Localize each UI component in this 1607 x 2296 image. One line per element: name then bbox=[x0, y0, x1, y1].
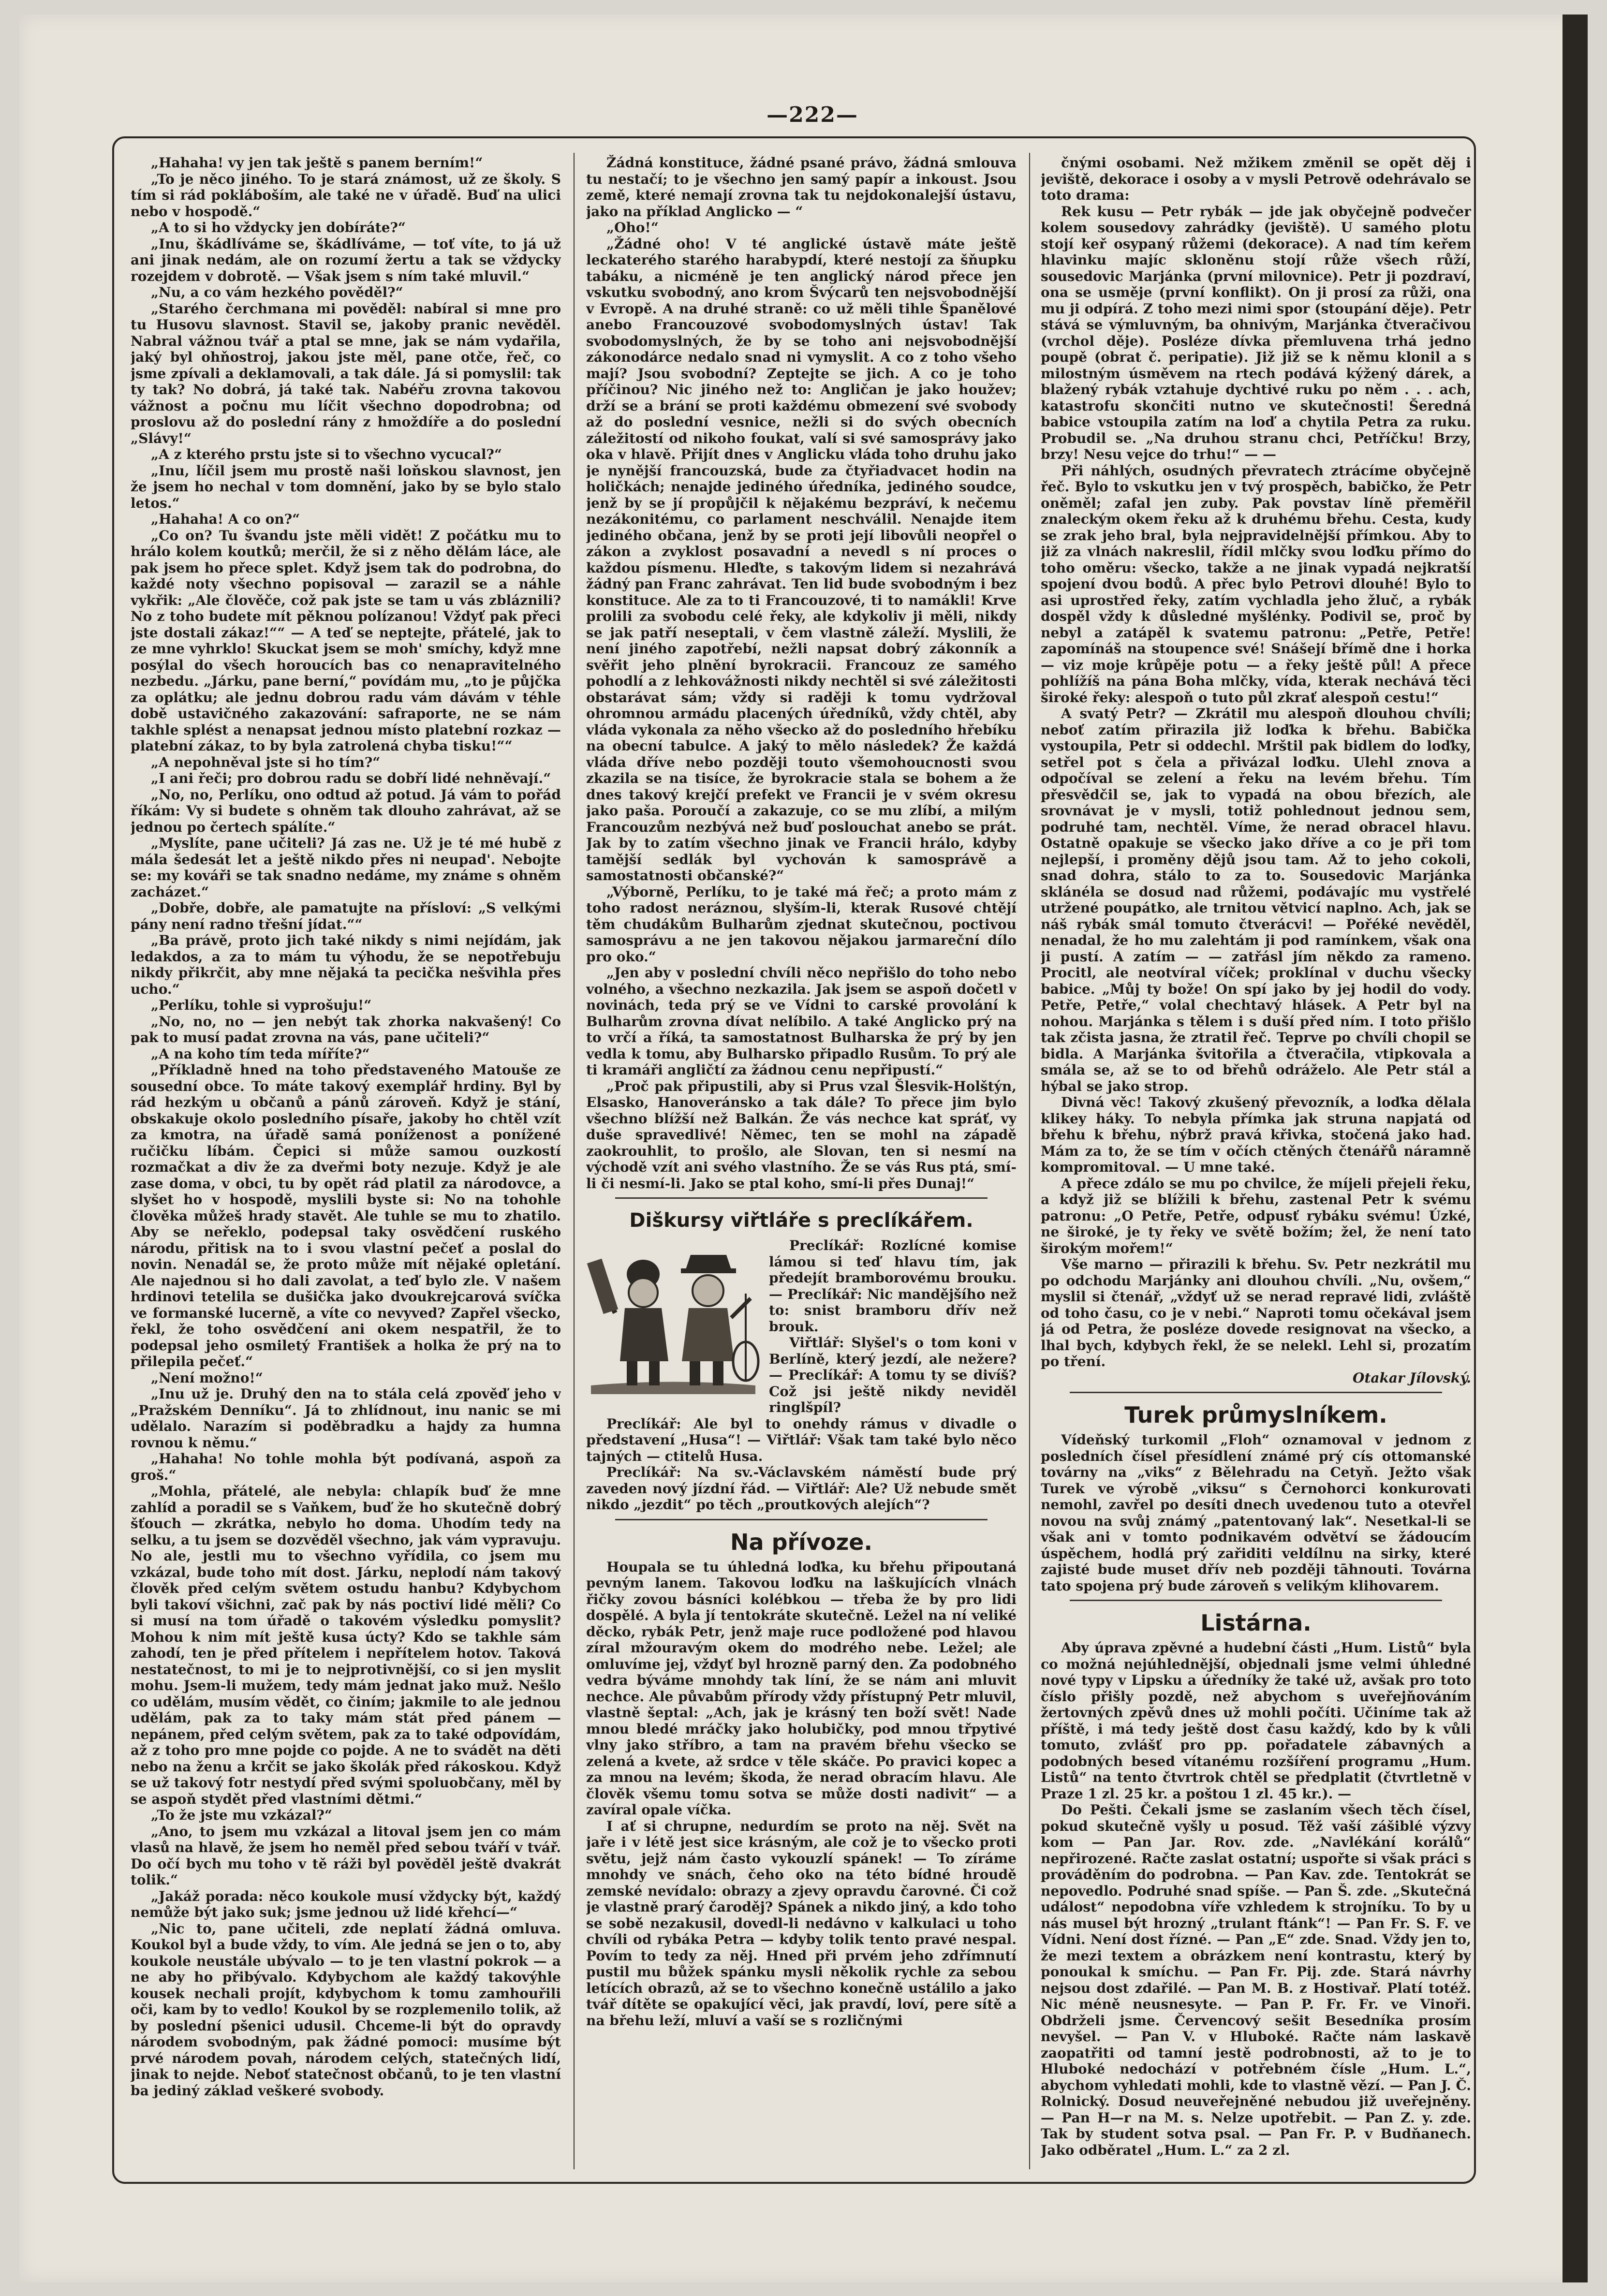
section-divider bbox=[1070, 1392, 1442, 1393]
story-paragraph: A přece zdálo se mu po chvilce, že míjeli přejeli řeku, a když již se blížili k břehu, zastenal Petr k svému patronu: „O Petře, Petře, odpusť rybáku svému! Úzké, ne široké, je ty řeky ve světě božím; žel, že není tato širokým mořem!“ bbox=[1041, 1175, 1471, 1256]
dialog-paragraph: Preclíkář: Na sv.-Václavském náměstí bude prý zaveden nový jízdní řád. — Viřtlář: Ale? Už nebude smět nikdo „jezdit“ po těch „proutkových alejích“? bbox=[586, 1464, 1017, 1513]
paragraph: „Perlíku, tohle si vyprošuju!“ bbox=[151, 997, 372, 1013]
column-2-text bbox=[586, 155, 1017, 1192]
paragraph: „Jen aby v poslední chvíli něco nepřišlo do toho nebo volného, a všechno nezkazila. Jak jsem se aspoň dočetl v novinách, teda prý se ve Vídni to carské provolání k Bulharům zrovna dívat nelíbilo. A také Anglicko prý na to vrčí a říká, ta samostatnost Bulharska že prý by jen vedla k tomu, aby Bulharsko připadlo Rusům. To prý ale ti kramáři angličtí za žádnou cenu nepřipustí.“ bbox=[586, 965, 1017, 1078]
dialog-paragraph: Preclíkář: Ale byl to onehdy rámus v divadle o představení „Husa“! — Viřtlář: Však tam také bylo něco tajných — ctitelů Husa. bbox=[586, 1415, 1017, 1464]
paragraph: „Nu, a co vám hezkého pověděl?“ bbox=[151, 284, 403, 300]
paragraph: „A na koho tím teda míříte?“ bbox=[151, 1045, 370, 1062]
column-rule-1 bbox=[574, 153, 575, 2169]
paragraph: „Proč pak připustili, aby si Prus vzal Šlesvik-Holštýn, Elsasko, Hanoveránsko a tak dále? To přece jim bylo všechno blížší než Balkán. Že vás nechce kat spráť, vy duše spravedlivé! Němec, ten se mohl na západě zaokrouhlit, to prošlo, ale Slovan, ten si nesmí na východě vzít ani svého vlastního. Že se vás Rus ptá, smí-li či nesmí-li. Jako se ptal koho, smí-li přes Dunaj!“ bbox=[586, 1078, 1017, 1192]
story-paragraph: Vše marno — přirazili k břehu. Sv. Petr nezkrátil mu po odchodu Marjánky ani dlouhou chvíli. „Nu, ovšem,“ myslil si čtenář, „vždyť už se nerad repravé lidi, zvláště od toho času, co je v nebi.“ Naproti tomu očekával jsem já od Petra, že posléze dovede resignovat na všecko, a lhal bych, kdybych řekl, že se nelekl. Lehl si, prozatím po tření. bbox=[1041, 1256, 1471, 1369]
paragraph: „Inu už je. Druhý den na to stála celá zpověď jeho v „Pražském Denníku“. Já to zhlídnout, inu nanic se mi udělalo. Narazím si poděbradku a hajdy za humna rovnou k němu.“ bbox=[131, 1386, 561, 1451]
section-divider bbox=[615, 1519, 988, 1520]
paragraph: „To je něco jiného. To je stará známost, už ze školy. S tím si rád pokláboším, ale také ne v úřadě. Buď na ulici nebo v hospodě.“ bbox=[131, 171, 561, 220]
paragraph: „Co on? Tu švandu jste měli vidět! Z počátku mu to hrálo kolem koutků; merčil, že si z něho dělám láce, ale pak jsem ho přece splet. Když jsem tak do podrobna, do každé noty všechno popisoval — zarazil se a náhle vykřik: „Ale člověče, což pak jste se tam u vás zbláznili? No z toho budete mít pěknou polízanou! Vždyť pak přeci jste dostali zákaz!““ — A teď se neptejte, přátelé, jak to ze mne vyhrklo! Skuckat jsem se moh' smíchy, když mne posýlal do všech horoucích bas co nenapravitelného nezbedu. „Járku, pane berní,“ povídám mu, „to je půjčka za oplátku; ale jednu dobrou radu vám dávám v téhle době ustavičného zakazování: safraporte, ne se nám takhle splést a nenapsat jednou místo platební rozkaz — platební zákaz, to by byla zatrolená chyba tisku!““ bbox=[131, 527, 561, 754]
column-3 bbox=[1041, 155, 1471, 2166]
paragraph: „A to si ho vždycky jen dobíráte?“ bbox=[151, 220, 406, 235]
column-1-text bbox=[131, 155, 561, 2099]
listarna-paragraph: Do Pešti. Čekali jsme se zaslaním všech těch čísel, pokud skutečně vyšly u posud. Těž vaší zášiblé výzvy kom — Pan Jar. Rov. zde. „Navlékání korálů“ nepřirozené. Račte zaslat ostatní; uspořte si však práci s prováděním do podrobna. — Pan Kav. zde. Tentokrát se nepovedlo. Podruhé snad spíše. — Pan Š. zde. „Skutečná událost“ nepodobna víře vzhledem k strojníku. To by u nás musel být hrozný „trulant ftánk“! — Pan Fr. S. F. ve Vídni. Není dost řízné. — Pan „E“ zde. Snad. Vždy jen to, že mezi textem a obrázkem není kontrastu, který by ponoukal k smíchu. — Pan Fr. Pij. zde. Stará návrhy nejsou dost zdařilé. — Pan M. B. z Hostivař. Platí totéž. Nic méně neusnesyte. — Pan P. Fr. Fr. ve Vinoři. Obdrželi jsme. Červencový sešit Besedníka prosím nevyšel. — Pan V. v Hluboké. Račte nám laskavě zaopatřiti od tamní jestě podrobnosti, až to je to Hluboké nedochází v potřebném čísle „Hum. L.“, abychom vyhledati mohli, kde to vlastně vězí. — Pan J. Č. Rolnický. Dosud neuveřejněné nebudou již uveřejněny. — Pan H—r na M. s. Nelze upotřebit. — Pan Z. y. zde. Tak by student sotva psal. — Pan Fr. P. v Budňanech. Jako odběratel „Hum. L.“ za 2 zl. bbox=[1041, 1802, 1471, 2158]
turk-heading: Turek průmyslníkem. bbox=[1124, 1402, 1387, 1428]
column-2 bbox=[586, 155, 1017, 2166]
dialog-paragraph: Viřtlář: Slyšel's o tom koni v Berlíně, který jezdí, ale nežere? — Preclíkář: A tomu ty se divíš? Což jsi ještě nikdy neviděl ringlšpíl? bbox=[769, 1335, 1017, 1415]
story-paragraph: Při náhlých, osudných převratech ztrácíme obyčejně řeč. Bylo to vskutku jen v tvý prospěch, babičko, že Petr oněměl; zafal jen zuby. Pak povstav líně přeměřil znaleckým okem řeku až k druhému břehu. Cesta, kudy se zrak jeho bral, byla nejpravidelnější přímkou. Aby to již za vlnách nakreslil, řídil mlčky svou loďku přímo do toho oměru: všecko, takže a ne jinak vypadá nejkratší spojení dvou bodů. A přec bylo Petrovi dlouhé! Bylo to asi uprostřed řeky, zatím vychladla jeho žluč, a rybák dospěl vždy k důsledné myšlénky. Podivil se, proč by nebyl a zatápěl k svatemu patronu: „Petře, Petře! zapomínáš na stoupence své! Snášejí břímě dne i horka — viz moje krůpěje potu — a řeky ještě půl! A přece pohlížíš na pána Boha mlčky, vída, kterak nechává těci široké řeky: alespoň o tuto půl zkrať alespoň cestu!“ bbox=[1041, 462, 1471, 706]
paragraph: „To že jste mu vzkázal?“ bbox=[151, 1807, 333, 1823]
paragraph: „Mohla, přátelé, ale nebyla: chlapík buď že mne zahlíd a poradil se s Vaňkem, buď že ho skutečně dobrý šťouch — zkrátka, nebylo ho doma. Uhodím tedy na selku, a tu jsem se dozvěděl všechno, jak vám vypravuju. No ale, jestli mu to všechno vyřídila, co jsem mu vzkázal, bude toho mít dost. Járku, neplodí nám takový člověk před celým světem ostudu hanbu? Kdybychom byli takoví všichni, zač pak by nás poctiví lidé měli? Co si musí na tom úřadě o takovém výsledku pomyslit? Mohou k nim mít ještě kusa úcty? Kdo se takhle sám zahodí, ten je před přítelem i nepřítelem hotov. Taková nestatečnost, to mi je to nejprotivnější, co si jen myslit mohu. Jsem-li mužem, tedy mám jednat jako muž. Nešlo co udělám, musím vědět, co činím; jakmile to ale jednou udělám, pak za to taky mám stát před pánem — nepánem, před celým světem, pak za to také odpovídám, až z toho pro mne pojde co pojde. A ne to svádět na děti nebo na ženu a krčit se jako školák před rákoskou. Když se už takový fotr nestydí před svými spoluobčany, měl by se aspoň stydět před vlastními dětmi.“ bbox=[131, 1483, 561, 1807]
page-binding-edge bbox=[1563, 15, 1588, 2282]
paragraph: „Hahaha! No tohle mohla být podívaná, aspoň za groš.“ bbox=[131, 1451, 561, 1483]
paragraph: „Myslíte, pane učiteli? Já zas ne. Už je té mé hubě z mála šedesát let a ještě nikdo přes ni neupad'. Nebojte se: my kováři se tak snadno nedáme, my známe s ohněm zacházet.“ bbox=[131, 835, 561, 900]
story-paragraph: Divná věc! Takový zkušený převozník, a loďka dělala klikey háky. To nebyla přímka jak struna napjatá od břehu k břehu, nýbrž pravá křivka, stočená jako had. Mám za to, že se tím v očích ctěných čtenářů náramně kompromitoval. — U mne také. bbox=[1041, 1094, 1471, 1175]
paragraph: „Oho!“ bbox=[606, 220, 659, 235]
column-rule-2 bbox=[1029, 153, 1030, 2169]
dialog-paragraph: Preclíkář: Rozlícné komise lámou si teď hlavu tím, jak předejít bramborovému brouku. — Preclíkář: Nic mandějšího než to: snist bramboru dřív než brouk. bbox=[769, 1237, 1017, 1335]
paragraph: „Dobře, dobře, ale pamatujte na přísloví: „S velkými pány není radno třešní jídat.““ bbox=[131, 900, 561, 932]
paragraph: „No, no, no — jen nebýt tak zhorka nakvašený! Co pak to musí padat zrovna na vás, pane učiteli?“ bbox=[131, 1013, 561, 1045]
story-continued-text bbox=[1041, 155, 1471, 1370]
section-divider bbox=[1070, 1600, 1442, 1601]
dialog-section bbox=[586, 1237, 1017, 1513]
paragraph: „Není možno!“ bbox=[151, 1369, 263, 1386]
two-men-illustration bbox=[586, 1240, 760, 1400]
story-paragraph: čnými osobami. Než mžikem změnil se opět děj i jeviště, dekorace i osoby a v mysli Petrově odehrávalo se toto drama: bbox=[1041, 155, 1471, 203]
story-paragraph: A svatý Petr? — Zkrátil mu alespoň dlouhou chvíli; neboť zatím přirazila již loďka k břehu. Babička vystoupila, Petr si oddechl. Mrštil pak bidlem do loďky, setřel pot s čela a přivázal loďku. Ulehl znova a odpočíval se zelení a řeku na levém břehu. Tím přesvědčil se, jak to vypadá na obou březích, ale srovnávat je v mysli, totiž pohlednout jednou sem, podruhé tam, nechtěl. Víme, že nerad obracel hlavu. Ostatně opakuje se všecko jako dříve a co je při tom nejlepší, i proměny dějů jsou tam. Až to jeho cokoli, snad dohra, stálo to za to. Sousedovic Marjánka sklánéla se dosud nad růžemi, podávajíc mu vystřelé utržené poupátko, ale trnitou větvicí naplno. Ach, jak se náš rybák smál tomuto čtverácvi! — Pořéké nevěděl, nenadal, že ho mu zalehtám ji pod ramínkem, však ona ji pustí. A zatím — — zatřásl jím někdo za rameno. Procitl, ale neotvíral víček; proklínal v duchu všecky babice. „Můj ty bože! On spí jako by jej hodil do vody. Petře, Petře,“ volal chechtavý hlásek. A Petr byl na nohou. Marjánka s tělem i s duší před ním. I toto přišlo tak zčista jasna, že ztratil řeč. Teprve po chvíli chopil se bidla. A Marjánka švitořila a čtveračila, vtipkovala a smála se, až se to od břehů odráželo. Ale Petr stál a hýbal se jako strop. bbox=[1041, 706, 1471, 1094]
listarna-heading: Listárna. bbox=[1200, 1610, 1312, 1636]
paragraph: „Ano, to jsem mu vzkázal a litoval jsem jen co mám vlasů na hlavě, že jsem ho neměl před sebou tváří v tvář. Do očí bych mu toho v tě ráži byl pověděl ještě dvakrát tolik.“ bbox=[131, 1823, 561, 1888]
paragraph: „No, no, Perlíku, ono odtud až potud. Já vám to pořád říkám: Vy si budete s ohněm tak dlouho zahrávat, až se jednou po čertech spálíte.“ bbox=[131, 786, 561, 835]
story-heading: Na přívoze. bbox=[730, 1529, 872, 1555]
story-text bbox=[586, 1559, 1017, 2029]
page-number: —222— bbox=[767, 103, 858, 127]
paragraph: „Inu, škádlíváme se, škádlíváme, — toť víte, to já už ani jinak nedám, ale on rozumí žertu a tak se vždycky rozejdem v dobrotě. — Však jsem s ním také mluvil.“ bbox=[131, 235, 561, 284]
paragraph: „Hahaha! vy jen tak ještě s panem berním!“ bbox=[151, 155, 483, 171]
dialog-heading: Diškursy viřtláře s preclíkářem. bbox=[629, 1209, 973, 1232]
listarna-text bbox=[1041, 1640, 1471, 2158]
paragraph: „Příkladně hned na toho představeného Matouše ze sousední obce. To máte takový exemplář hrdiny. Byl by rád hezkým u občanů a pánů zároveň. Když je stání, obskakuje okolo posledního písaře, jakoby ho chtěl vzít za kmotra, na úřadě samá poníženost a ponížené ručičku líbám. Čepici si může samou ouzkostí rozmačkat a div že za dveřmi boty nezuje. Když je ale zase doma, v obci, tu by opět rád platil za národovce, a slyšet ho v hospodě, myslili byste si: No na tohohle člověka můžeš hrady stavět. Ale tuhle se mu to zhatilo. Aby se neřeklo, podepsal taky osvědčení ruského národu, přitisk na to i svou vlastní pečeť a poslal do novin. Nenadál se, že proto může mít nějaké opletání. Ale najednou si ho dali zavolat, a teď bylo zle. V našem hrdinovi tetelila se dušička jako dvoukrejcarová svíčka ve formanské lucerně, a víte co nevyved? Zapřel všecko, řekl, že toho osvědčení ani okem nespatřil, že to podepsal jeho osmiletý František a holka že prý na to přilepila pečeť.“ bbox=[131, 1062, 561, 1369]
section-divider bbox=[615, 1197, 988, 1199]
paragraph: „I ani řeči; pro dobrou radu se dobří lidé nehněvají.“ bbox=[151, 770, 551, 786]
paragraph: „Inu, líčil jsem mu prostě naši loňskou slavnost, jen že jsem ho nechal v tom domnění, jako by se bylo stalo letos.“ bbox=[131, 462, 561, 511]
story-signature: Otakar Jílovský. bbox=[1353, 1369, 1471, 1386]
paragraph: „Hahaha! A co on?“ bbox=[151, 511, 300, 527]
column-1 bbox=[131, 155, 561, 2166]
paragraph: „Ba právě, proto jich také nikdy s nimi nejídám, jak ledakdos, a za to mám tu výhodu, že se nepotřebuju nikdy přikrčit, aby mne nějaká ta pecička nešvihla přes ucho.“ bbox=[131, 932, 561, 997]
turk-paragraph: Vídeňský turkomil „Floh“ oznamoval v jednom z posledních čísel přesídlení známé prý cís ottomanské továrny na „viks“ z Bělehradu na Cetyň. Ježto však Turek ve výrobě „viksu“ s Černohorci konkurovati nemohl, zavřel po desíti dnech uvedenou tuto a otevřel novou na svůj známý „patentovaný lak“. Nesetkal-li se však ani v tomto podnikavém odvětví se žádoucím úspěchem, hodlá prý zařiditi veldílnu na sirky, které zajisté bude muset dřív neb později tāhnouti. Továrna tato spojena prý bude zároveň s velikým klihovarem. bbox=[1041, 1432, 1471, 1594]
paragraph: „Žádné oho! V té anglické ústavě máte ještě leckaterého starého harabурdí, které nestojí za šňupku tabáku, a nicméně je ten anglický národ přece jen vskutku svobodný, ano krom Švýcarů ten nejsvobodnější v Evropě. A na druhé straně: co už měli tihle Španělové anebo Francouzové svobodomyslných ústav! Tak svobodomyslných, že by se toho ani nejsvobodnější zákonodárce nedalo snad ni vymyslit. A co z toho všeho mají? Jsou svobodní? Zeptejte se jich. A co je toho příčinou? Nic jiného než to: Angličan je jako houžev; drží se a brání se proti každému obmezení své svobody až do poslední vesnice, nežli si do svých obecních záležitostí od nikoho foukat, valí si své samosprávy jako oka v hlavě. Přijít dnes v Anglicku vláda toho druhu jako je nynější francouzská, bude za čtyřiadvacet hodin na holičkách; nenajde jediného úředníka, jediného soudce, jenž by se jí propůjčil k nějakému bezpráví, k nečemu nezákonitému, co parlament neschválil. Nenajde item jediného občana, jenž by se proti její libovůli neopřel o zákon a zvyklost posavadní a nevedl s ní proces o každou písmenu. Hleďte, s takovým lidem si nezahrává žádný pan Franc zahrávat. Ten lid bude svobodným i bez konstituce. Ale za to ti Francouzové, ti to namákli! Krve prolili za svobodu celé řeky, ale kdykoliv ji měli, nikdy se jak patří neseptali, v čem vlastně záleží. Myslili, že není jiného zapotřebí, nežli napsat dobrý zákonník a svěřit jeho plnění byrokracii. Francouz ze samého pohodlí a z lehkovážnosti nikdy nechtěl si své záležitosti obstarávat sám; vždy si raději k tomu vydržoval ohromnou armádu placených úředníků, vždy chtěl, aby vláda vykonala za něho všecko až do posledního hřebíku na obecní tabulce. A jaký to mělo následek? Že každá vláda dříve nebo později touto všemohoucnosti svou zkazila se na tisíce, že byrokracie stala se bohem a že dnes takový krejčí prefekt ve Francii je v svém okresu jako paša. Poroučí a zakazuje, co se mu zlíbí, a milým Francouzům nezbývá než buď poslouchat anebo se prát. Jak by to zatím všechno jinak ve Francii hrálo, kdyby tamější sedlák byl vychován k samosprávě a samostatnosti občanské?“ bbox=[586, 235, 1017, 883]
story-paragraph: Houpala se tu úhledná loďka, ku břehu připoutaná pevným lanem. Takovou loďku na laškujících vlnách řičky zovou básníci kolébkou — třeba že by pro lidi dospělé. A byla jí tentokráte skutečně. Ležel na ní veliké děcko, rybák Petr, jenž maje ruce podložené pod hlavou zíral mžouravým okem do modrého nebe. Ležel; ale omluvíme jej, vždyť byl hrozně parný den. Za podobného vedra býváme mnohdy tak líní, že se nám ani mluvit nechce. Ale půvabům přírody vždy přístupný Petr mluvil, vlastně šeptal: „Ach, jak je krásný ten boží svět! Nade mnou bledé mráčky jako holubičky, pod mnou třpytivé vlny jako stříbro, a tam na pravém břehu všecko se zelená a kvete, až srdce v těle skáče. Po pravici kopec a za mnou na levém; škoda, že nerad obracím hlavu. Ale člověk všemu tomu sotva se může dosti nadivit“ — a zavíral opale víčka. bbox=[586, 1559, 1017, 1818]
paragraph: „Jakáž porada: něco koukole musí vždycky být, každý nemůže být jako suk; jsme jednou už lidé křehcí—“ bbox=[131, 1888, 561, 1920]
story-paragraph: I ať si chrupne, nedurdím se proto na něj. Svět na jaře i v létě jest sice krásným, ale což je to všecko proti světu, jejž nám často vykouzlí spánek! — To zíráme mnohdy ve snách, čeho oko na této bídné hroudě zemské nevídalo: obrazy a zjevy opravdu čarovné. Či což je vlastně prarý čaroděj? Spánek a nikdo jiný, a kdo toho se sobě nezakusil, dovedl-li nedávno v kalkulaci u toho chvíli od rybáka Petra — kdyby tolik tento pravé nespal. Povím to tedy za něj. Hned při prvém jeho zdřímnutí pustil mu bůžek spánku mysli několik rychle za sebou letících obrazů, až se to všechno konečně ustálilo a jako tvář dítěte se opakující věci, jak pravdí, loví, pere sítě a na břehu leží, mluví a vaší se s rozličnými bbox=[586, 1818, 1017, 2029]
listarna-paragraph: Aby úprava zpěvné a hudební části „Hum. Listů“ byla co možná nejúhlednější, objednali jsme velmi úhledné nové typy v Lipsku a úředníky že také už, avšak pro toto číslo přišly pozdě, než abychom s uveřejňováním žertovných zpěvů dnes už mohli počíti. Učiníme tak až příště, i má tedy ještě dost času každý, kdo by k vůli tomuto, zvlášť pro pp. pořadatele zábavných a podobných besed vítanému rozšíření programu „Hum. Listů“ na tento čtvrtrok chtěl se předplatit (čtvrtletně v Praze 1 zl. 25 kr. a poštou 1 zl. 45 kr.). — bbox=[1041, 1640, 1471, 1802]
paragraph: „Nic to, pane učiteli, zde neplatí žádná omluva. Koukol byl a bude vždy, to vím. Ale jedná se jen o to, aby koukole neustále ubývalo — to je ten vlastní pokrok — a ne aby ho přibývalo. Kdybychom ale každý takovýhle kousek nechali projít, kdybychom k tomu zamhouřili oči, kam by to vedlo! Koukol by se rozplemenilo tolik, až by poslední pšenici udusil. Chceme-li být do opravdy národem svobodným, pak žádné pomoci: musíme být prvé národem povah, národem celých, statečných lidí, jinak to nejde. Neboť statečnost občanů, to je ten vlastní ba jediný základ veškeré svobody. bbox=[131, 1920, 561, 2099]
paragraph: Žádná konstituce, žádné psané právo, žádná smlouva tu nestačí; to je všechno jen samý papír a inkoust. Jsou země, které nemají zrovna tak tu nejdokonalejší ústavu, jako na příklad Anglicko — “ bbox=[586, 155, 1017, 220]
story-paragraph: Rek kusu — Petr rybák — jde jak obyčejně podvečer kolem sousedovy zahrádky (jeviště). U samého plotu stojí keř osypaný růžemi (dekorace). A nad tím keřem hlavinku majíc skloněnu stojí růže všech růží, sousedovic Marjánka (první milovnice). Petr ji pozdraví, ona se usměje (první konflikt). On ji prosí za růži, ona mu ji odpírá. Z toho mezi nimi spor (stoupání děje). Petr stává se výmluvným, ba ohnivým, Marjánka čtveračivou (vrchol děje). Posléze dívka přemluvena trhá jedno poupě (obrat č. peripatie). Již již se k němu klonil a s milostným úsměvem na rtech podává kýžený dárek, a blažený rybák vztahuje dychtivé ruku po něm . . . ach, katastrofu skončiti nutno ve skutečnosti! Šeredná babice vstoupila zatím na loď a chytila Petra za ruku. Probudil se. „Na druhou stranu chci, Petříčku! Brzy, brzy! Nesu vejce do trhu!“ — — bbox=[1041, 203, 1471, 462]
paragraph: „Výborně, Perlíku, to je také má řeč; a proto mám z toho radost neráznou, slyším-li, kterak Rusové chtějí těm chudákům Bulharům zjednat skutečnou, poctivou samosprávu a ne jen takovou nějakou jarmareční dílo pro oko.“ bbox=[586, 883, 1017, 965]
paragraph: „A nepohněval jste si ho tím?“ bbox=[151, 754, 381, 770]
paragraph: „A z kterého prstu jste si to všechno vycucal?“ bbox=[151, 446, 502, 462]
paragraph: „Staréhо čerchmana mi pověděl: nabíral si mne pro tu Husovu slavnost. Stavil se, jakoby pranic nevěděl. Nabral vážnou tvář a ptal se mne, jak se nám vydařila, jaký byl ohňostroj, jakou jste měl, pane otče, řeč, co jsme zpívali a deklamovali, a tak dále. Já si pomyslil: tak ty tak? No dobrá, já také tak. Nabéřu zrovna takovou vážnost a počnu mu líčit všechno dopodrobna; od proslovu až do poslední rány z hmoždíře a do poslední „Slávy!“ bbox=[131, 300, 561, 446]
